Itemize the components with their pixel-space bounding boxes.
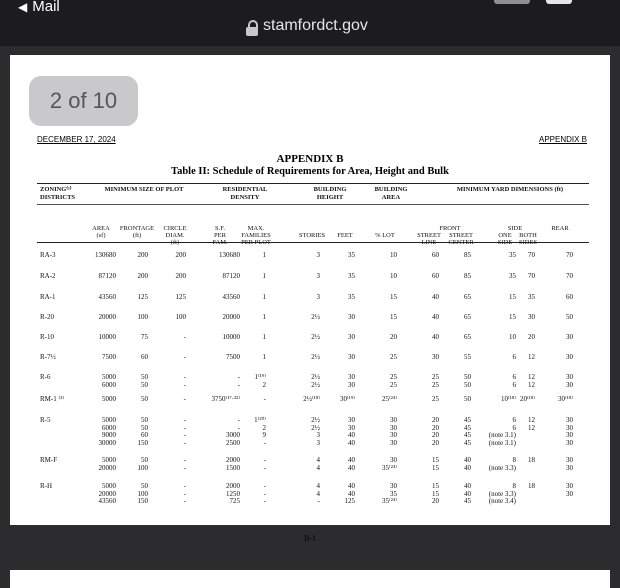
signal-icon (494, 0, 530, 4)
cell-fam: 1 (262, 313, 266, 321)
cell-front-line: 30 (432, 353, 439, 361)
cell-feet: 30 30 40 40 (348, 416, 355, 447)
cell-lot: 20 (390, 333, 397, 341)
cell-lot: 15 (390, 313, 397, 321)
cell-feet: 35 (348, 272, 355, 280)
cell-area: 5000 6000 (102, 373, 116, 389)
group-header-yard: MINIMUM YARD DIMENSIONS (ft) (456, 186, 564, 193)
cell-area: 5000 20000 43560 (98, 482, 116, 505)
cell-circle: 125 (175, 293, 186, 301)
cell-circle: - - - (183, 482, 186, 505)
cell-district: RA-1 (40, 293, 56, 301)
cell-area: 5000 20000 (98, 456, 116, 472)
cell-area: 20000 (98, 313, 116, 321)
cell-frontage: 60 (141, 353, 148, 361)
cell-front-center: 65 (464, 313, 471, 321)
cell-stories: 3 (316, 293, 320, 301)
group-header-plot: MINIMUM SIZE OF PLOT (104, 186, 184, 193)
cell-stories: 2½ (311, 333, 320, 341)
cell-lot: 30 35 35⁽²⁴⁾ (382, 482, 397, 505)
cell-front-line: 15 15 (432, 456, 439, 472)
cell-sf: - - (237, 373, 240, 389)
cell-stories: 2½ 2½ (311, 373, 320, 389)
group-header-height: BUILDING HEIGHT (313, 186, 347, 201)
address-bar[interactable] (0, 18, 620, 46)
cell-area: 10000 (98, 333, 116, 341)
column-header-one-side: ONE SIDE (497, 232, 513, 246)
cell-front-center: 65 (464, 293, 471, 301)
cell-front-center: 50 (464, 395, 471, 403)
cell-side-both: 30 (528, 313, 535, 321)
table-rule (37, 204, 589, 205)
cell-side-both: 18 (528, 482, 535, 490)
cell-fam: - (263, 395, 266, 403)
cell-side-both: 70 (528, 272, 535, 280)
cell-side-both: 18 (528, 456, 535, 464)
cell-sf: 3750⁽¹⁷·²²⁾ (211, 395, 240, 403)
column-header-sf-per-fam: S.F. PER FAM. (212, 225, 228, 246)
cell-stories: 2½⁽¹⁸⁾ (303, 395, 320, 403)
cell-district: R-6 (40, 373, 51, 381)
cell-sf: 43560 (222, 293, 240, 301)
back-to-mail-button[interactable] (18, 0, 60, 15)
cell-sf: 130680 (219, 251, 240, 259)
cell-side-one: 10 (509, 333, 516, 341)
group-header-residential: RESIDENTIAL DENSITY (222, 186, 268, 201)
cell-frontage: 50 100 (137, 456, 148, 472)
back-label: Mail (32, 0, 60, 15)
cell-fam: 1 (262, 251, 266, 259)
back-triangle-icon: ◀ (18, 0, 28, 14)
cell-front-line: 40 (432, 313, 439, 321)
cell-side-one: 8 (note 3.3) (488, 456, 516, 472)
cell-frontage: 50 50 (141, 373, 148, 389)
cell-frontage: 50 (141, 395, 148, 403)
cell-stories: 2½ (311, 313, 320, 321)
lock-icon (246, 20, 258, 36)
cell-lot: 25 25 (390, 373, 397, 389)
cell-front-line: 15 15 20 (432, 482, 439, 505)
cell-feet: 40 40 125 (344, 482, 355, 505)
cell-lot: 10 (390, 251, 397, 259)
cell-sf: 20000 (222, 313, 240, 321)
cell-fam: 1⁽²⁰⁾ 2 9 - (254, 416, 266, 447)
cell-lot: 10 (390, 272, 397, 280)
cell-side-one: 6 (512, 353, 516, 361)
cell-frontage: 100 (137, 313, 148, 321)
cell-side-both: 12 12 (528, 373, 535, 389)
cell-frontage: 200 (137, 272, 148, 280)
cell-stories: 2½ (311, 353, 320, 361)
cell-circle: - (183, 333, 186, 341)
cell-fam: 1 (262, 333, 266, 341)
cell-sf: 10000 (222, 333, 240, 341)
cell-front-center: 50 50 (464, 373, 471, 389)
cell-stories: 2½ 2½ 3 3 (311, 416, 320, 447)
cell-fam: 1 (262, 293, 266, 301)
cell-side-both: 20 (528, 333, 535, 341)
table-rule (37, 183, 589, 184)
cell-rear: 30 30 (566, 373, 573, 389)
cell-fam: 1 (262, 353, 266, 361)
cell-circle: - (183, 353, 186, 361)
column-header-rear: REAR (551, 225, 569, 232)
cell-stories: 4 4 - (316, 482, 320, 505)
cell-side-both: 70 (528, 251, 535, 259)
cell-lot: 30 35⁽²⁴⁾ (382, 456, 397, 472)
document-subtitle: Table II: Schedule of Requirements for Area, Height and Bulk (171, 166, 449, 177)
cell-rear: 30⁽¹⁸⁾ (558, 395, 573, 403)
cell-lot: 25⁽²⁴⁾ (382, 395, 397, 403)
cell-side-both: 35 (528, 293, 535, 301)
cell-fam: - - (263, 456, 266, 472)
cell-area: 130680 (95, 251, 116, 259)
cell-fam: - - - (263, 482, 266, 505)
cell-front-line: 40 (432, 333, 439, 341)
cell-district: RA-2 (40, 272, 56, 280)
cell-sf: 2000 1500 (226, 456, 240, 472)
cell-rear: 70 (566, 251, 573, 259)
cell-rear: 30 30 (566, 482, 573, 498)
cell-sf: 2000 1250 725 (226, 482, 240, 505)
cell-side-both: 12 (528, 353, 535, 361)
group-header-area: BUILDING AREA (374, 186, 408, 201)
cell-area: 87120 (98, 272, 116, 280)
document-title: APPENDIX B (276, 153, 344, 165)
cell-sf: 87120 (222, 272, 240, 280)
cell-rear: 30 (566, 333, 573, 341)
column-header-feet: FEET (337, 232, 353, 239)
page-number: B-1 (304, 534, 316, 543)
column-header-side: SIDE (507, 225, 523, 232)
cell-area: 5000 (102, 395, 116, 403)
url-text[interactable]: stamfordct.gov (263, 17, 368, 34)
cell-frontage: 50 100 150 (137, 482, 148, 505)
column-header-street-line: STREET LINE (417, 232, 441, 246)
cell-district: R-20 (40, 313, 54, 321)
battery-icon (546, 0, 572, 4)
cell-rear: 60 (566, 293, 573, 301)
cell-side-one: 10⁽¹⁸⁾ (501, 395, 516, 403)
cell-district: R-10 (40, 333, 54, 341)
cell-circle: - (183, 395, 186, 403)
cell-front-center: 55 (464, 353, 471, 361)
cell-feet: 30 (348, 353, 355, 361)
cell-rear: 30 30 30 30 (566, 416, 573, 447)
group-header-zoning: ZONING⁽¹⁾ DISTRICTS (40, 186, 76, 201)
cell-circle: 200 (175, 251, 186, 259)
column-header-stories: STORIES (298, 232, 326, 239)
column-header-frontage: FRONTAGE (ft) (119, 225, 155, 239)
cell-front-line: 25 25 (432, 373, 439, 389)
cell-front-line: 20 20 20 20 (432, 416, 439, 447)
column-header-street-center: STREET CENTER (448, 232, 474, 246)
cell-rear: 70 (566, 272, 573, 280)
cell-front-center: 45 45 45 45 (464, 416, 471, 447)
cell-sf: - - 3000 2500 (226, 416, 240, 447)
cell-lot: 30 30 30 30 (390, 416, 397, 447)
cell-side-one: 15 (509, 293, 516, 301)
cell-feet: 30 30 (348, 373, 355, 389)
cell-circle: - - - - (183, 416, 186, 447)
cell-circle: 100 (175, 313, 186, 321)
cell-district: R-H (40, 482, 53, 490)
cell-feet: 30 (348, 313, 355, 321)
cell-circle: - - (183, 456, 186, 472)
cell-area: 5000 6000 9000 30000 (98, 416, 116, 447)
cell-fam: 1⁽¹⁹⁾ 2 (254, 373, 266, 389)
cell-side-one: 6 6 (512, 373, 516, 389)
cell-rear: 30 (566, 353, 573, 361)
cell-circle: - - (183, 373, 186, 389)
cell-fam: 1 (262, 272, 266, 280)
appendix-label: APPENDIX B (538, 135, 587, 144)
cell-side-one: 8 (note 3.3) (note 3.4) (488, 482, 516, 505)
cell-side-both: 12 12 (528, 416, 535, 432)
cell-district: RM-1 ⁽³⁾ (40, 395, 65, 403)
cell-side-one: 6 6 (note 3.1) (note 3.1) (488, 416, 516, 447)
page-indicator: 2 of 10 (29, 76, 138, 126)
column-header-area: AREA (sf) (92, 225, 110, 239)
cell-side-one: 35 (509, 272, 516, 280)
cell-district: RA-3 (40, 251, 56, 259)
cell-front-line: 60 (432, 251, 439, 259)
cell-frontage: 125 (137, 293, 148, 301)
column-header-both-sides: BOTH SIDES (518, 232, 538, 246)
cell-front-line: 60 (432, 272, 439, 280)
cell-stories: 4 4 (316, 456, 320, 472)
status-bar (0, 0, 620, 18)
cell-feet: 35 (348, 251, 355, 259)
cell-area: 7500 (102, 353, 116, 361)
cell-area: 43560 (98, 293, 116, 301)
cell-sf: 7500 (226, 353, 240, 361)
cell-lot: 15 (390, 293, 397, 301)
cell-side-one: 15 (509, 313, 516, 321)
cell-side-one: 35 (509, 251, 516, 259)
column-header-max-fam: MAX. FAMILIES PER PLOT (241, 225, 271, 246)
cell-feet: 30⁽¹⁹⁾ (340, 395, 355, 403)
cell-front-line: 25 (432, 395, 439, 403)
cell-feet: 30 (348, 333, 355, 341)
cell-feet: 40 40 (348, 456, 355, 472)
cell-front-center: 40 40 45 (464, 482, 471, 505)
column-header-front: FRONT (439, 225, 461, 232)
cell-stories: 3 (316, 251, 320, 259)
cell-rear: 50 (566, 313, 573, 321)
column-header-circle: CIRCLE DIAM. (ft) (163, 225, 187, 246)
cell-feet: 35 (348, 293, 355, 301)
document-date: DECEMBER 17, 2024 (37, 135, 116, 144)
cell-front-center: 65 (464, 333, 471, 341)
cell-stories: 3 (316, 272, 320, 280)
cell-circle: 200 (175, 272, 186, 280)
cell-lot: 25 (390, 353, 397, 361)
column-header-lot: % LOT (375, 232, 395, 239)
cell-district: RM-F (40, 456, 58, 464)
cell-district: R-5 (40, 416, 51, 424)
cell-front-center: 85 (464, 251, 471, 259)
cell-rear: 30 30 (566, 456, 573, 472)
cell-frontage: 50 50 60 150 (137, 416, 148, 447)
next-page-edge (10, 570, 610, 588)
cell-district: R-7½ (40, 353, 56, 361)
cell-front-line: 40 (432, 293, 439, 301)
cell-front-center: 40 40 (464, 456, 471, 472)
cell-side-both: 20⁽¹⁸⁾ (520, 395, 535, 403)
cell-frontage: 200 (137, 251, 148, 259)
cell-front-center: 85 (464, 272, 471, 280)
cell-frontage: 75 (141, 333, 148, 341)
